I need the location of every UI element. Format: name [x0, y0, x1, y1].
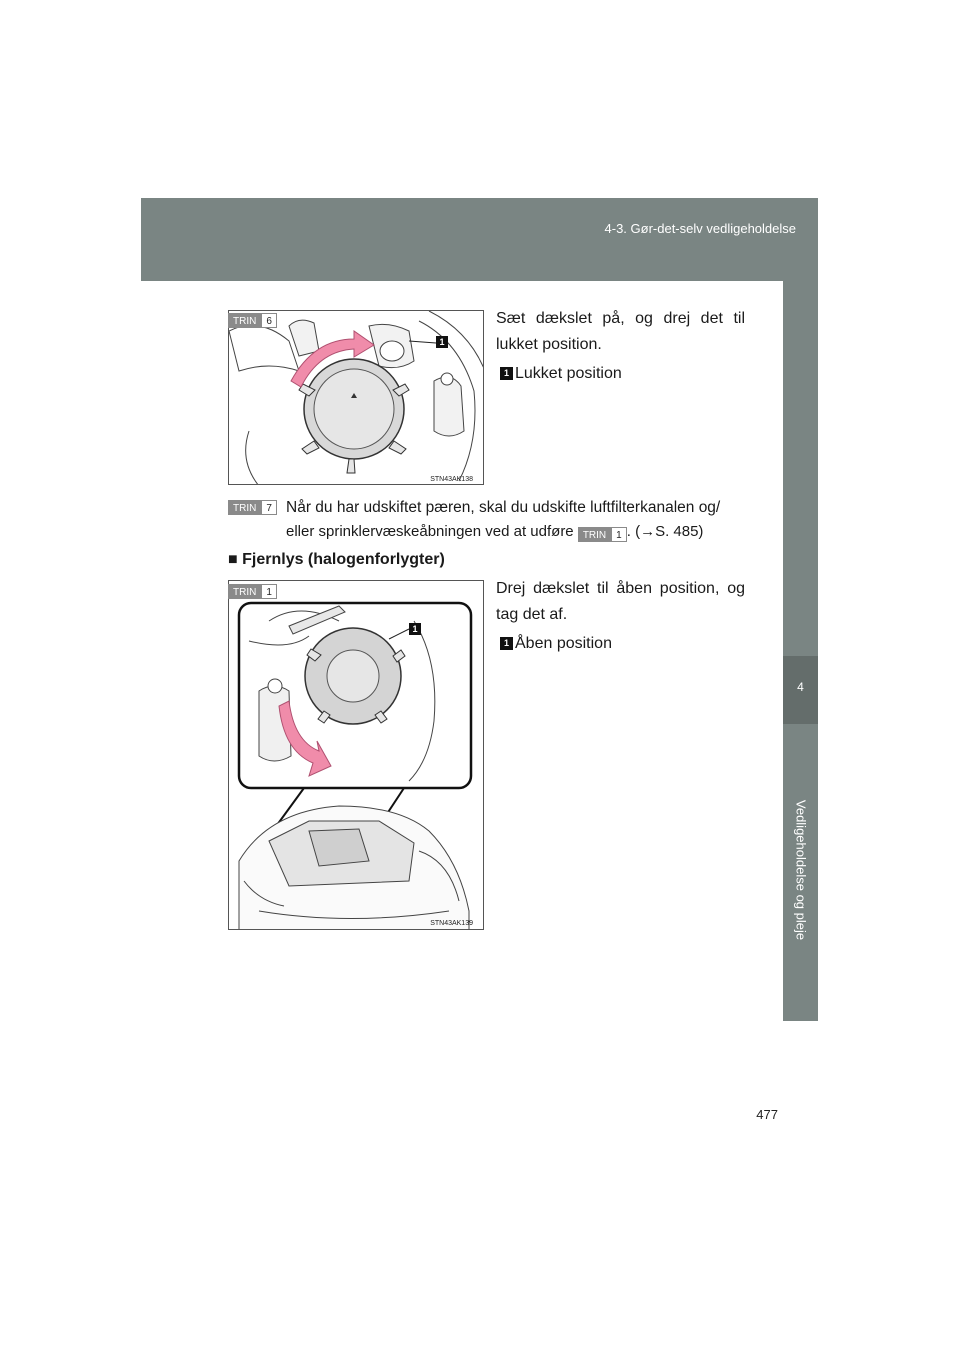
step-ref-badge-1: TRIN 1: [578, 527, 627, 542]
step-badge-7: TRIN 7: [228, 500, 277, 515]
callout-text: Åben position: [515, 634, 612, 652]
figure-code: STN43AK138: [430, 476, 473, 483]
section-header-bar: [141, 198, 818, 281]
step6-callout: [500, 359, 622, 387]
figure-code: STN43AK139: [430, 920, 473, 927]
heading-title: Fjernlys (halogenforlygter): [242, 551, 445, 568]
step1-instruction: Drej dækslet til åben position, og tag det af.: [496, 580, 745, 623]
callout-text: Lukket position: [515, 364, 622, 382]
callout-number: 1: [500, 637, 513, 650]
step6-instruction: Sæt dækslet på, og drej det til lukket position.: [496, 310, 745, 353]
step7-instruction-line2: eller sprinklervæskeåbningen ved at udføre TRIN 1 . (→S. 485): [286, 523, 704, 541]
page-number: 477: [756, 1107, 778, 1122]
section-heading-high-beam: [228, 547, 445, 573]
step-badge-1: TRIN 1: [228, 584, 277, 599]
chapter-label: Vedligeholdelse og pleje: [793, 799, 809, 941]
chapter-number: 4: [797, 680, 804, 694]
cover-open-illustration: [229, 581, 484, 930]
heading-bullet: ■: [228, 551, 238, 568]
figure-marker: 1: [439, 337, 445, 347]
section-title: 4-3. Gør-det-selv vedligeholdelse: [604, 221, 796, 236]
step1-callout: [500, 629, 612, 657]
callout-number: 1: [500, 367, 513, 380]
step7-instruction-line1: Når du har udskiftet pæren, skal du udskifte luftfilterkanalen og/: [286, 499, 721, 516]
chapter-number-box: [783, 656, 818, 724]
figure-close-cover: [228, 310, 484, 485]
figure-open-cover: [228, 580, 484, 930]
figure-marker: 1: [412, 624, 418, 634]
step-badge-6: TRIN 6: [228, 313, 277, 328]
cover-close-illustration: [229, 311, 484, 485]
